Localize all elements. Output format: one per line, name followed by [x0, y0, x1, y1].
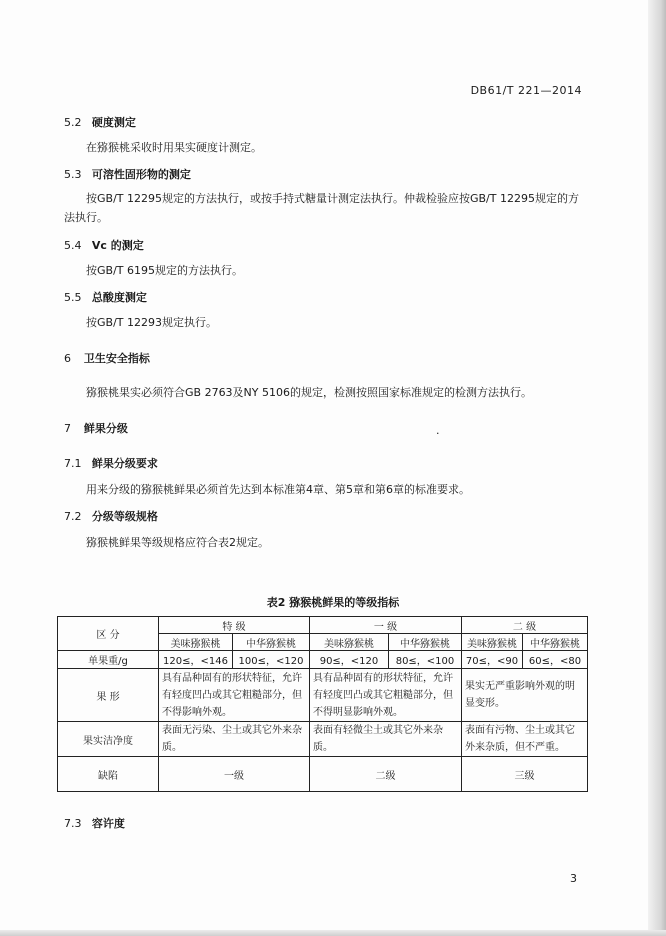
weight-cell: 80≤，<100 — [389, 651, 462, 669]
section-heading-5-2: 5.2 硬度测定 — [64, 116, 136, 129]
standard-code: DB61/T 221—2014 — [470, 84, 582, 97]
page-bottom-shadow — [0, 930, 666, 936]
row-label-weight: 单果重/g — [58, 651, 159, 669]
section-heading-5-5: 5.5 总酸度测定 — [64, 291, 147, 304]
stray-mark: . — [436, 424, 440, 437]
page-edge-shadow — [648, 0, 666, 936]
section-heading-7: 7 鲜果分级 — [64, 422, 128, 435]
defect-cell: 三级 — [462, 757, 588, 792]
section-body-5-4: 按GB/T 6195规定的方法执行。 — [86, 264, 243, 277]
clean-cell: 表面有污物、尘土或其它外来杂质，但不严重。 — [462, 722, 588, 757]
section-body-5-2: 在猕猴桃采收时用果实硬度计测定。 — [86, 141, 262, 154]
grade-header-second: 二 级 — [462, 617, 588, 634]
section-body-6: 猕猴桃果实必须符合GB 2763及NY 5106的规定，检测按照国家标准规定的检测方法执行。 — [86, 386, 532, 399]
grade-table — [57, 616, 588, 792]
section-heading-6: 6 卫生安全指标 — [64, 352, 150, 365]
row-label-defect: 缺陷 — [58, 757, 159, 792]
section-heading-5-4: 5.4 Vc 的测定 — [64, 239, 144, 252]
section-body-7-1: 用来分级的猕猴桃鲜果必须首先达到本标准第4章、第5章和第6章的标准要求。 — [86, 483, 470, 496]
shape-cell: 果实无严重影响外观的明显变形。 — [462, 669, 588, 722]
weight-cell: 120≤，<146 — [159, 651, 233, 669]
section-heading-7-1: 7.1 鲜果分级要求 — [64, 457, 158, 470]
weight-cell: 60≤，<80 — [523, 651, 588, 669]
variety-header: 美味猕猴桃 — [159, 634, 233, 651]
defect-cell: 一级 — [159, 757, 310, 792]
defect-cell: 二级 — [310, 757, 462, 792]
row-label-shape: 果 形 — [58, 669, 159, 722]
row-label-cleanliness: 果实洁净度 — [58, 722, 159, 757]
section-heading-5-3: 5.3 可溶性固形物的测定 — [64, 168, 191, 181]
variety-header: 中华猕猴桃 — [389, 634, 462, 651]
page-number: 3 — [570, 872, 577, 885]
grade-header-special: 特 级 — [159, 617, 310, 634]
section-heading-7-3: 7.3 容许度 — [64, 817, 125, 830]
clean-cell: 表面无污染、尘土或其它外来杂质。 — [159, 722, 310, 757]
section-body-5-5: 按GB/T 12293规定执行。 — [86, 316, 217, 329]
weight-cell: 70≤，<90 — [462, 651, 523, 669]
variety-header: 美味猕猴桃 — [310, 634, 389, 651]
shape-cell: 具有品种固有的形状特征，允许有轻度凹凸或其它粗糙部分，但不得明显影响外观。 — [310, 669, 462, 722]
variety-header: 美味猕猴桃 — [462, 634, 523, 651]
section-heading-7-2: 7.2 分级等级规格 — [64, 510, 158, 523]
grade-header-first: 一 级 — [310, 617, 462, 634]
variety-header: 中华猕猴桃 — [233, 634, 310, 651]
clean-cell: 表面有轻微尘土或其它外来杂质。 — [310, 722, 462, 757]
table-caption: 表2 猕猴桃鲜果的等级指标 — [266, 596, 400, 609]
section-body-7-2: 猕猴桃鲜果等级规格应符合表2规定。 — [86, 536, 269, 549]
weight-cell: 100≤，<120 — [233, 651, 310, 669]
shape-cell: 具有品种固有的形状特征，允许有轻度凹凸或其它粗糙部分，但不得影响外观。 — [159, 669, 310, 722]
weight-cell: 90≤，<120 — [310, 651, 389, 669]
row-header-category: 区 分 — [58, 617, 159, 651]
variety-header: 中华猕猴桃 — [523, 634, 588, 651]
section-body-5-3: 按GB/T 12295规定的方法执行，或按手持式糖量计测定法执行。仲裁检验应按GB/T 12295规定的方法执行。 — [64, 192, 579, 224]
